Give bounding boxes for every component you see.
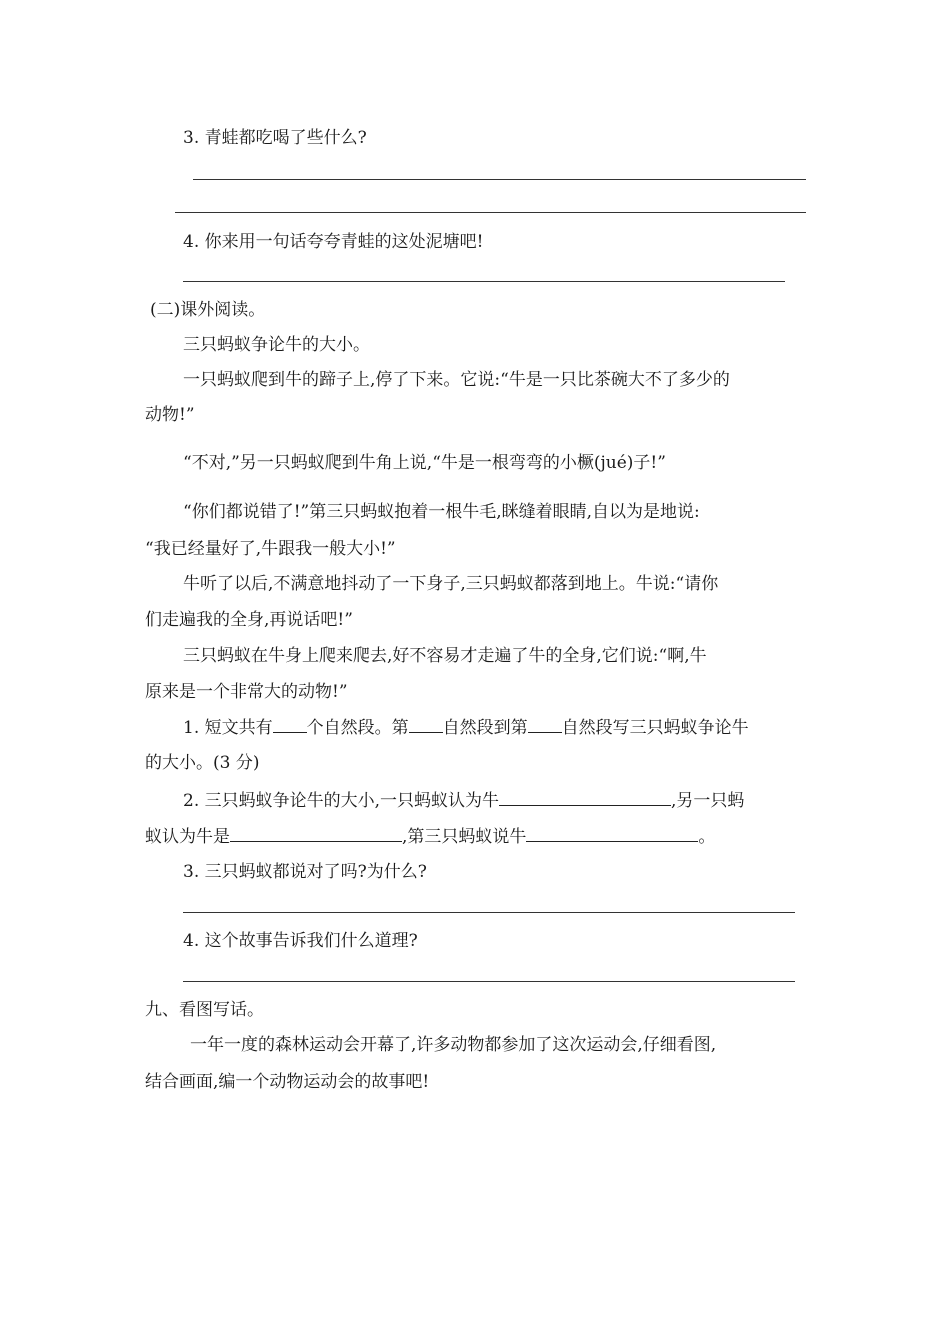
reading-question-1: 1. 短文共有 个自然段。第 自然段到第 自然段写三只蚂蚁争论牛: [183, 718, 749, 738]
fill-blank[interactable]: [526, 825, 698, 842]
passage-paragraph-3-cont: “我已经量好了,牛跟我一般大小!”: [145, 539, 396, 559]
answer-line: [183, 281, 785, 282]
fill-blank[interactable]: [499, 789, 671, 806]
passage-paragraph-4-cont: 们走遍我的全身,再说话吧!”: [145, 610, 353, 630]
fill-blank[interactable]: [230, 825, 402, 842]
answer-line: [183, 981, 795, 982]
reading-question-4: 4. 这个故事告诉我们什么道理?: [183, 931, 418, 951]
writing-prompt: 一年一度的森林运动会开幕了,许多动物都参加了这次运动会,仔细看图,: [190, 1035, 717, 1055]
passage-paragraph-2: “不对,”另一只蚂蚁爬到牛角上说,“牛是一根弯弯的小橛(jué)子!”: [183, 453, 666, 473]
answer-line: [183, 912, 795, 913]
passage-paragraph-5-cont: 原来是一个非常大的动物!”: [145, 682, 348, 702]
answer-line: [193, 179, 806, 180]
answer-line: [175, 212, 806, 213]
question-4-frog: 4. 你来用一句话夸夸青蛙的这处泥塘吧!: [183, 232, 484, 252]
writing-prompt-cont: 结合画面,编一个动物运动会的故事吧!: [145, 1072, 430, 1092]
passage-title: 三只蚂蚁争论牛的大小。: [183, 335, 370, 355]
passage-paragraph-5: 三只蚂蚁在牛身上爬来爬去,好不容易才走遍了牛的全身,它们说:“啊,牛: [183, 646, 707, 666]
reading-question-2: 2. 三只蚂蚁争论牛的大小,一只蚂蚁认为牛 ,另一只蚂: [183, 791, 745, 811]
passage-paragraph-1: 一只蚂蚁爬到牛的蹄子上,停了下来。它说:“牛是一只比茶碗大不了多少的: [183, 370, 730, 390]
passage-paragraph-1-cont: 动物!”: [145, 405, 195, 425]
fill-blank[interactable]: [409, 716, 443, 733]
section-heading-writing: 九、看图写话。: [145, 1000, 264, 1020]
reading-question-3: 3. 三只蚂蚁都说对了吗?为什么?: [183, 862, 427, 882]
question-3-frog: 3. 青蛙都吃喝了些什么?: [183, 128, 367, 148]
passage-paragraph-3: “你们都说错了!”第三只蚂蚁抱着一根牛毛,眯缝着眼睛,自以为是地说:: [183, 502, 700, 522]
reading-question-2-cont: 蚁认为牛是 ,第三只蚂蚁说牛 。: [145, 827, 716, 847]
fill-blank[interactable]: [528, 716, 562, 733]
reading-question-1-cont: 的大小。(3 分): [145, 753, 260, 773]
fill-blank[interactable]: [273, 716, 307, 733]
section-heading-reading: (二)课外阅读。: [150, 300, 266, 320]
passage-paragraph-4: 牛听了以后,不满意地抖动了一下身子,三只蚂蚁都落到地上。牛说:“请你: [183, 574, 719, 594]
